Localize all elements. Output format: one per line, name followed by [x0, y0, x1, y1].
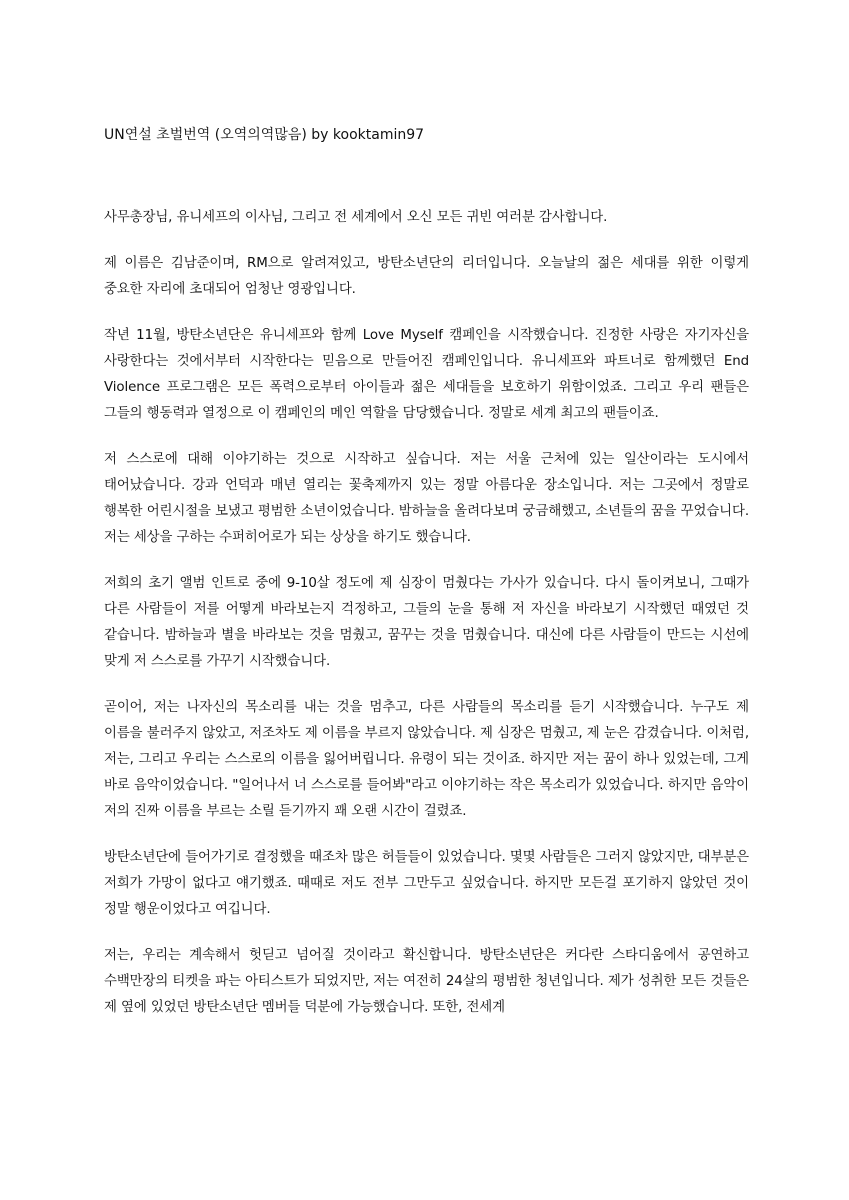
document-title: UN연설 초벌번역 (오역의역많음) by kooktamin97: [104, 127, 425, 143]
paragraph: 사무총장님, 유니세프의 이사님, 그리고 전 세계에서 오신 모든 귀빈 여러분 감사합니다.: [104, 210, 608, 225]
paragraph: 방탄소년단에 들어가기로 결정했을 때조차 많은 허들들이 있었습니다. 몇몇 사람들은 그러지 않았지만, 대부분은 저희가 가망이 없다고 얘기했죠. 때때로 저도 전부 그만두고 싶었습니다. 하지만 모든걸 포기하지 않았던 것이 정말 행운이었다고 여깁니다.: [104, 850, 749, 917]
document-body: [104, 205, 749, 1041]
paragraph: 저는, 우리는 계속해서 헛딛고 넘어질 것이라고 확신합니다. 방탄소년단은 커다란 스타디움에서 공연하고 수백만장의 티켓을 파는 아티스트가 되었지만, 저는 여전히 24살의 평범한 청년입니다. 제가 성취한 모든 것들은 제 옆에 있었던 방탄소년단 멤버들 덕분에 가능했습니다. 또한, 전세계: [104, 948, 749, 1015]
paragraph: 곧이어, 저는 나자신의 목소리를 내는 것을 멈추고, 다른 사람들의 목소리를 듣기 시작했습니다. 누구도 제 이름을 불러주지 않았고, 저조차도 제 이름을 부르지 않았습니다. 제 심장은 멈췄고, 제 눈은 감겼습니다. 이처럼, 저는, 그리고 우리는 스스로의 이름을 잃어버립니다. 유령이 되는 것이죠. 하지만 저는 꿈이 하나 있었는데, 그게 바로 음악이었습니다. "일어나서 너 스스로를 들어봐"라고 이야기하는 작은 목소리가 있었습니다. 하지만 음악이 저의 진짜 이름을 부르는 소릴 듣기까지 꽤 오랜 시간이 걸렸죠.: [104, 700, 749, 819]
paragraph: 작년 11월, 방탄소년단은 유니세프와 함께 Love Myself 캠페인을 시작했습니다. 진정한 사랑은 자기자신을 사랑한다는 것에서부터 시작한다는 믿음으로 만들어진 캠페인입니다. 유니세프와 파트너로 함께했던 End Violence 프로그램은 모든 폭력으로부터 아이들과 젊은 세대들을 보호하기 위함이었죠. 그리고 우리 팬들은 그들의 행동력과 열정으로 이 캠페인의 메인 역할을 담당했습니다. 정말로 세계 최고의 팬들이죠.: [104, 328, 749, 421]
paragraph: 저희의 초기 앨범 인트로 중에 9-10살 정도에 제 심장이 멈췄다는 가사가 있습니다. 다시 돌이켜보니, 그때가 다른 사람들이 저를 어떻게 바라보는지 걱정하고, 그들의 눈을 통해 저 자신을 바라보기 시작했던 때였던 것 같습니다. 밤하늘과 별을 바라보는 것을 멈췄고, 꿈꾸는 것을 멈췄습니다. 대신에 다른 사람들이 만드는 시선에 맞게 저 스스로를 가꾸기 시작했습니다.: [104, 576, 749, 669]
paragraph: 제 이름은 김남준이며, RM으로 알려져있고, 방탄소년단의 리더입니다. 오늘날의 젊은 세대를 위한 이렇게 중요한 자리에 초대되어 엄청난 영광입니다.: [104, 256, 749, 297]
paragraph: 저 스스로에 대해 이야기하는 것으로 시작하고 싶습니다. 저는 서울 근처에 있는 일산이라는 도시에서 태어났습니다. 강과 언덕과 매년 열리는 꽃축제까지 있는 정말 아름다운 장소입니다. 저는 그곳에서 정말로 행복한 어린시절을 보냈고 평범한 소년이었습니다. 밤하늘을 올려다보며 궁금해했고, 소년들의 꿈을 꾸었습니다. 저는 세상을 구하는 수퍼히어로가 되는 상상을 하기도 했습니다.: [104, 452, 749, 545]
